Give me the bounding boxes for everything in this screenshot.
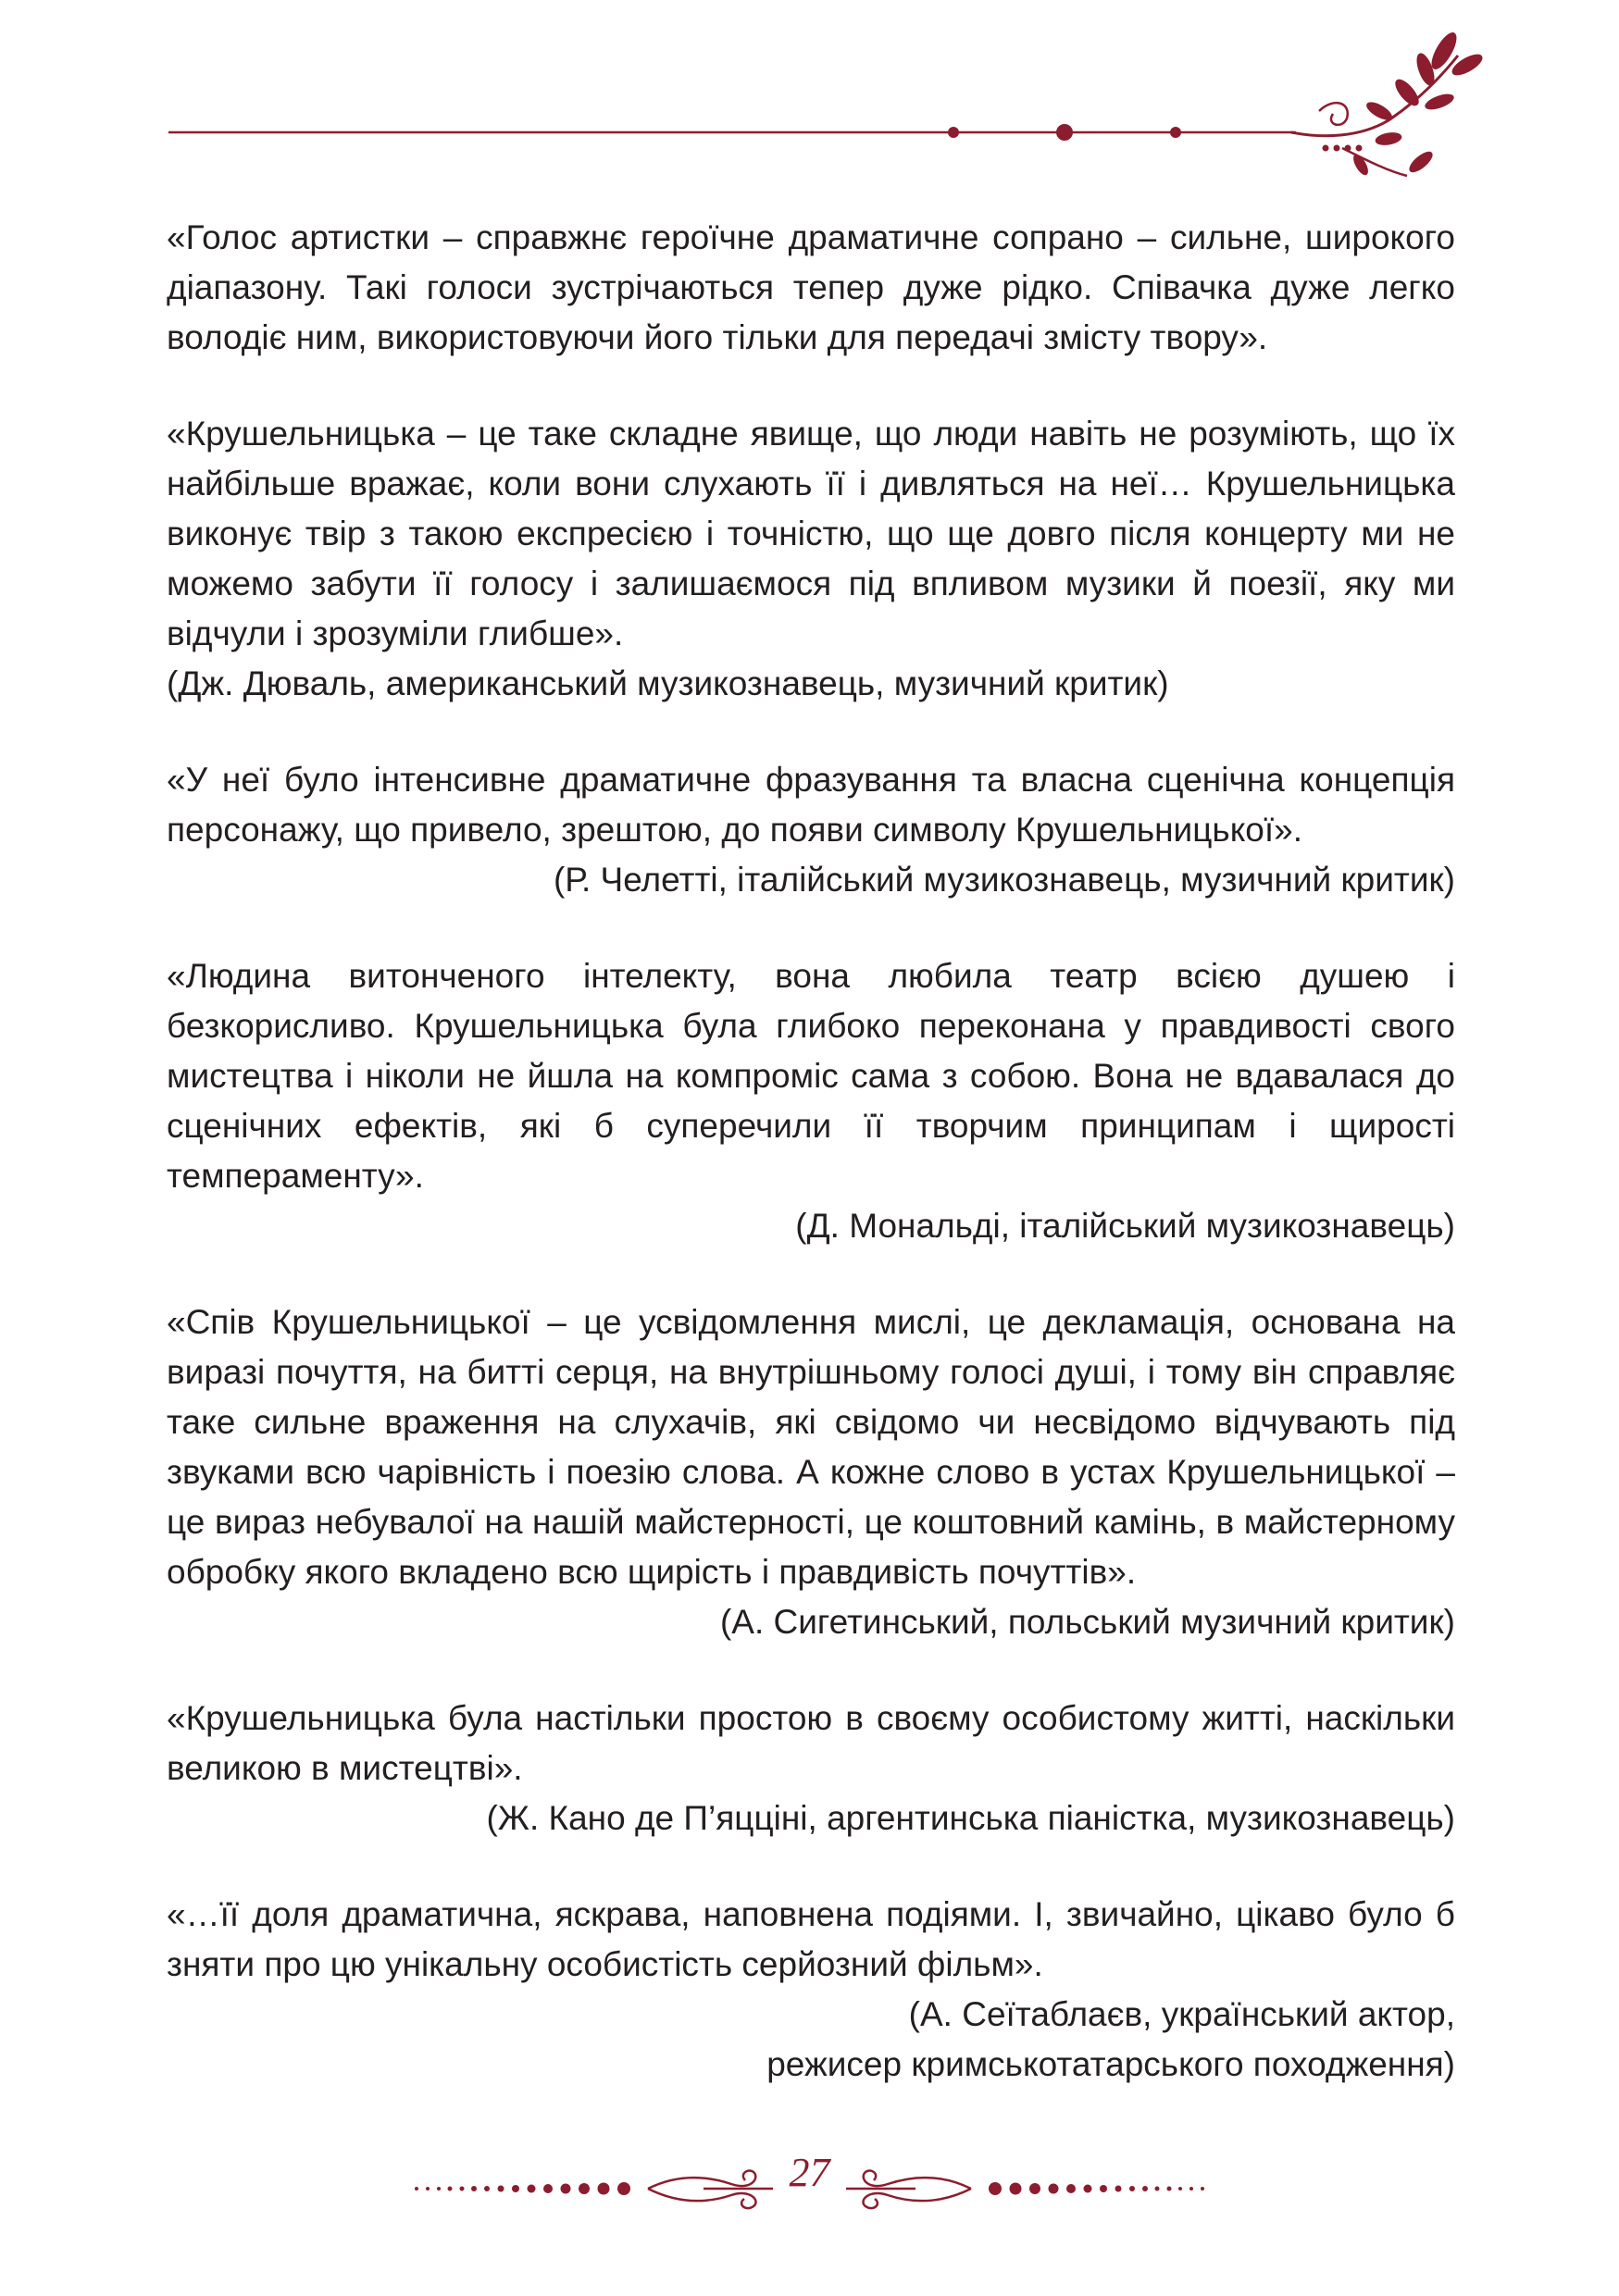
quote-2: «Крушельницька – це таке складне явище, що люди навіть не розуміють, що їх найбільше вражає, коли вони слухають її і дивляться на неї… Крушельницька виконує твір з такою експресією і точністю, що ще довго після концерту ми не можемо забути її голосу і залишаємося під впливом музики й поезії, яку ми відчули і зрозуміли глибше». <box>167 415 1455 652</box>
quotes-column <box>167 213 1455 2090</box>
quote-5-attribution: (А. Сигетинський, польський музичний критик) <box>719 1603 1455 1641</box>
quote-2-attribution: (Дж. Дюваль, американський музикознавець, музичний критик) <box>167 664 1169 702</box>
quote-5: «Спів Крушельницької – це усвідомлення мислі, це декламація, основана на виразі почуття, на битті серця, на внутрішньому голосі душі, і тому він справляє таке сильне враження на слухачів, які свідомо чи несвідомо відчувають під звуками всю чарівність і поезію слова. А кожне слово в устах Крушельницької – це вираз небувалої на нашій майстерності, це коштовний камінь, в майстерному обробку якого вкладено всю щирість і правдивість почуттів». <box>167 1303 1455 1591</box>
quote-4: «Людина витонченого інтелекту, вона любила театр всією душею і безкорисливо. Крушельницька була глибоко переконана у правдивості свого мистецтва і ніколи не йшла на компроміс сама з собою. Вона не вдавалася до сценічних ефектів, які б суперечили її творчим принципам і щирості темпераменту». <box>167 957 1455 1195</box>
quote-7-attribution-line-2: режисер кримськотатарського походження) <box>766 2045 1455 2083</box>
quote-1: «Голос артистки – справжнє героїчне драматичне сопрано – сильне, широкого діапазону. Такі голоси зустрічаються тепер дуже рідко. Співачка дуже легко володіє ним, використовуючи його тільки для передачі змісту твору». <box>167 218 1455 356</box>
quote-7-attribution-line-1: (А. Сеїтаблаєв, український актор, <box>908 1995 1455 2033</box>
quote-6: «Крушельницька була настільки простою в своєму особистому житті, наскільки великою в мистецтві». <box>167 1699 1455 1787</box>
quote-6-attribution: (Ж. Кано де П’яццiні, аргентинська піаністка, музикознавець) <box>486 1799 1455 1837</box>
quote-3-attribution: (Р. Челетті, італійський музикознавець, музичний критик) <box>553 861 1455 899</box>
quote-3: «У неї було інтенсивне драматичне фразування та власна сценічна концепція персонажу, що привело, зрештою, до появи символу Крушельницької». <box>167 761 1455 849</box>
page-number: 27 <box>789 2150 830 2195</box>
quote-7: «…її доля драматична, яскрава, наповнена подіями. І, звичайно, цікаво було б зняти про цю унікальну особистість серйозний фільм». <box>167 1895 1455 1983</box>
quote-4-attribution: (Д. Мональді, італійський музикознавець) <box>795 1207 1455 1245</box>
header-rule <box>0 0 1619 185</box>
floral-branch-icon <box>1291 30 1485 177</box>
